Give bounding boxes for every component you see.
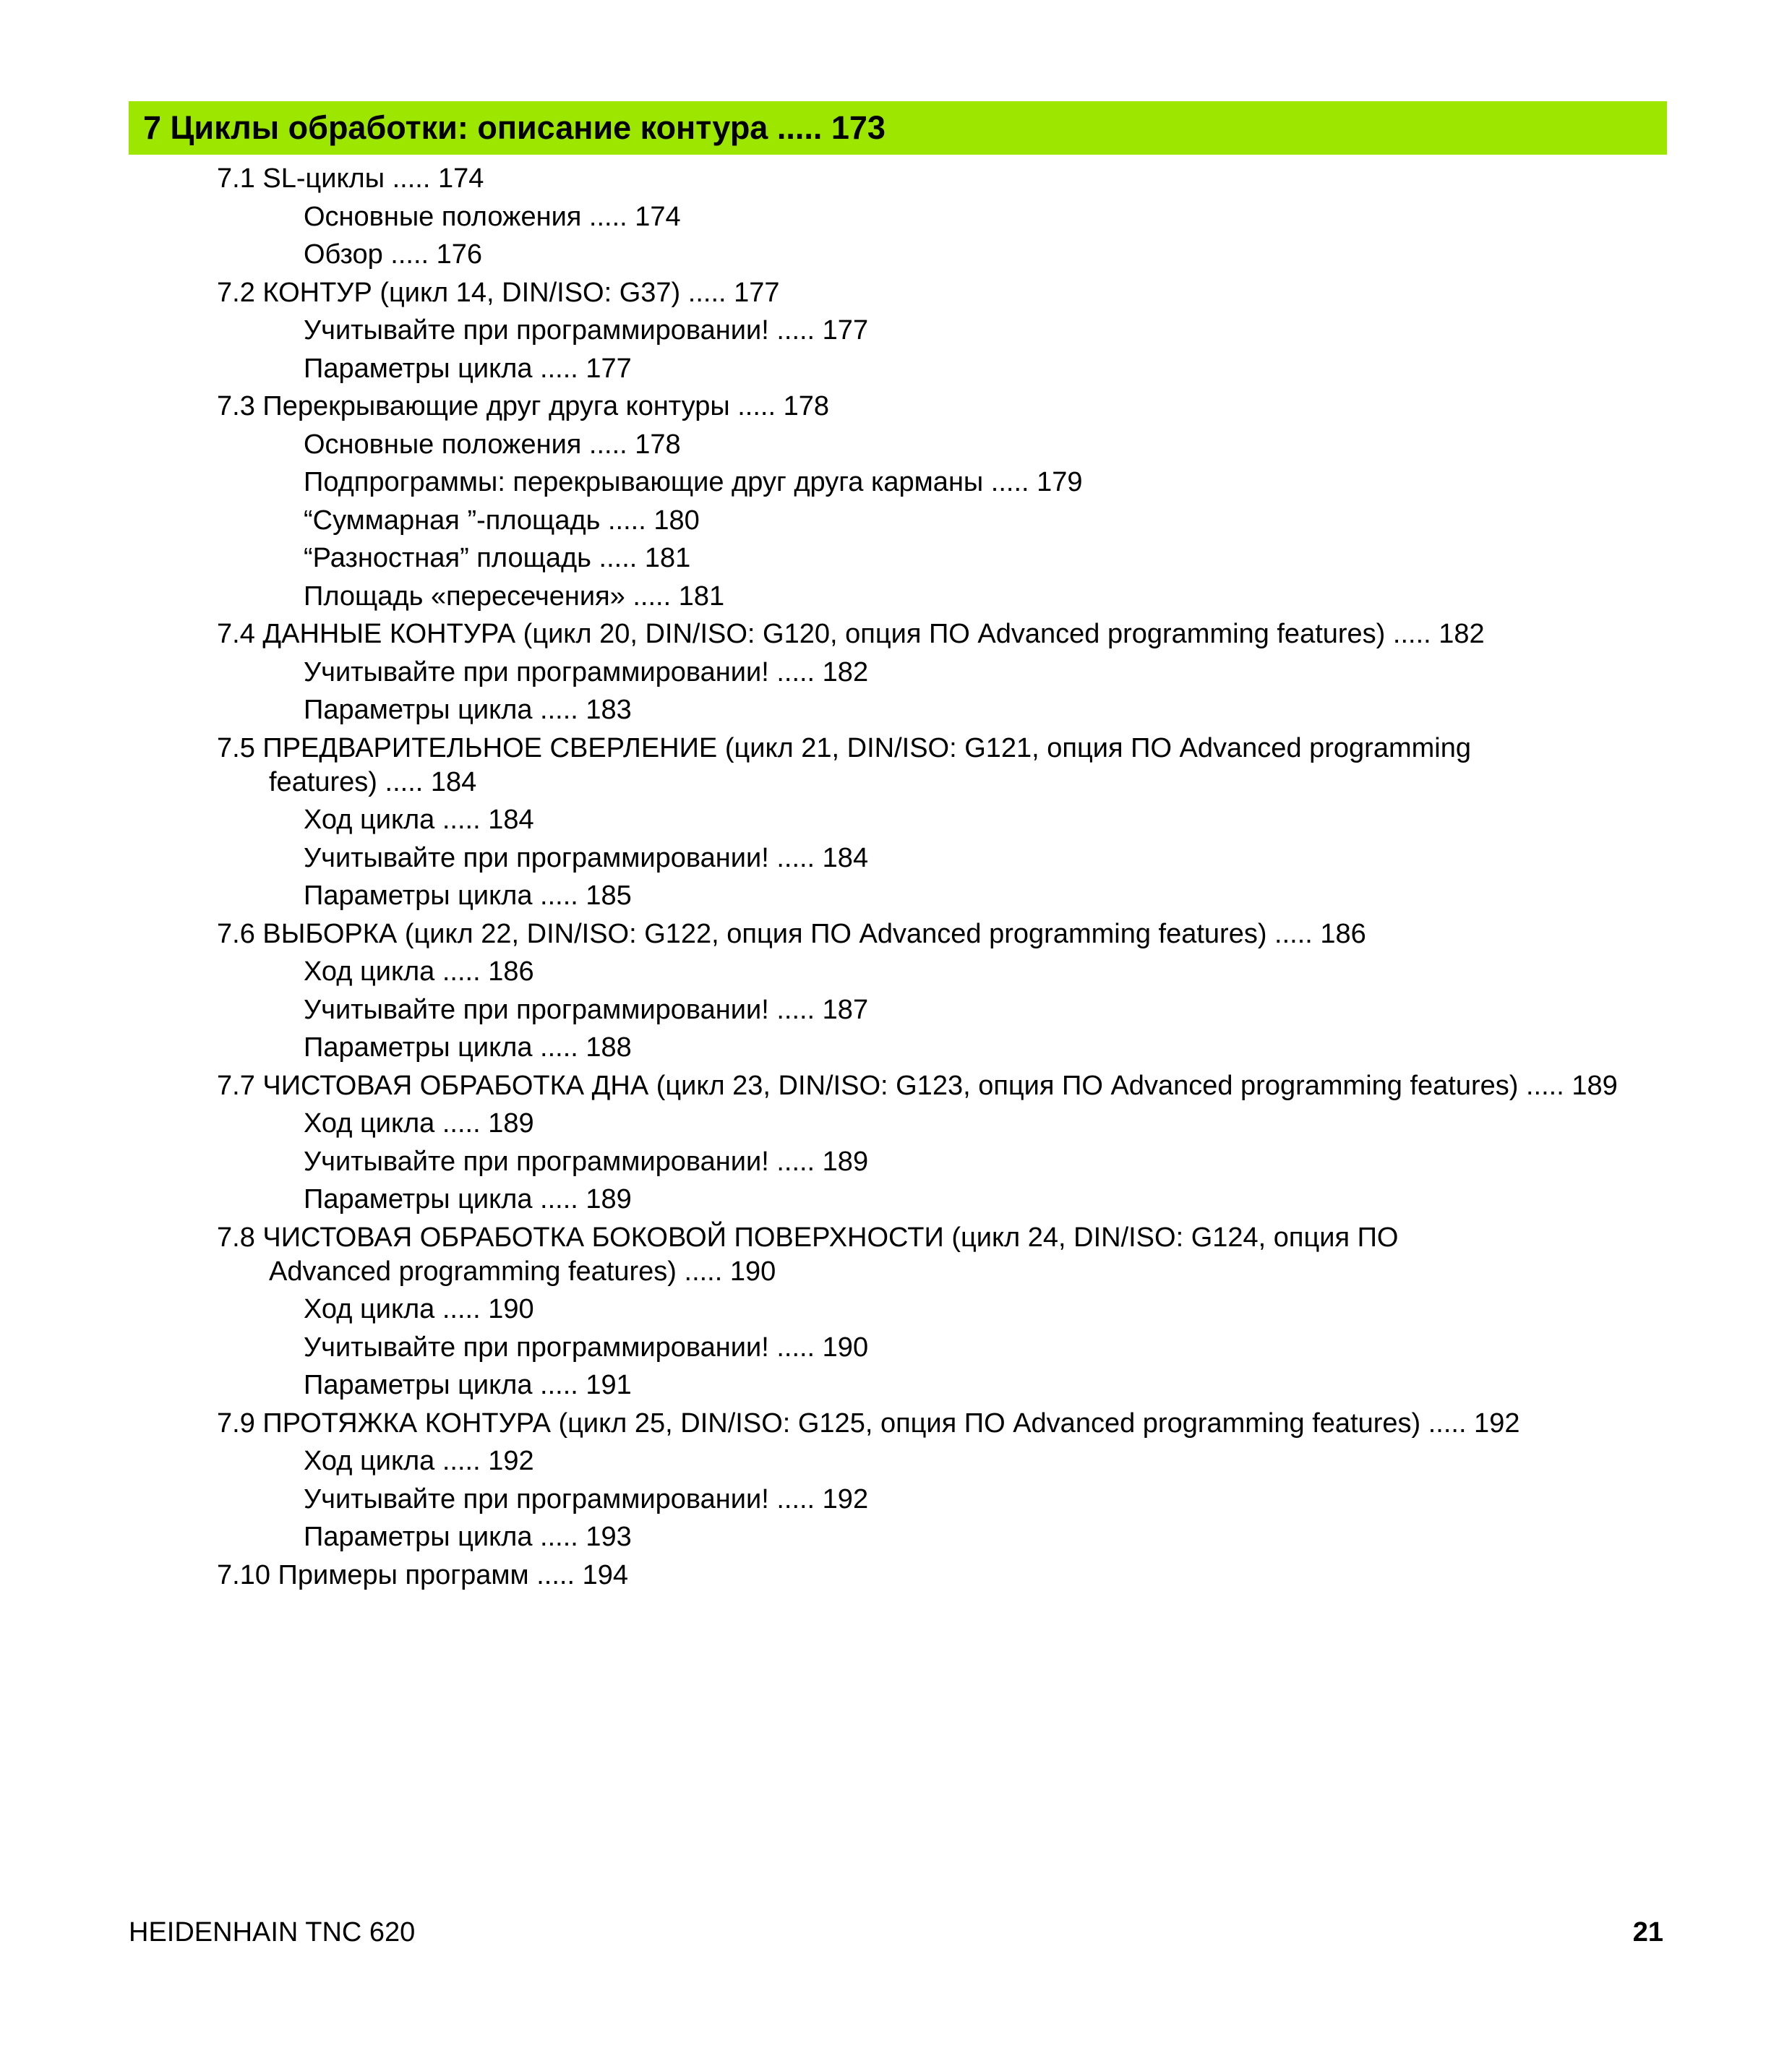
toc-section-entry[interactable]: 7.8 ЧИСТОВАЯ ОБРАБОТКА БОКОВОЙ ПОВЕРХНОСТИ (цикл 24, DIN/ISO: G124, опция ПО Advanced programming features) ..... 190 — [217, 1222, 1399, 1287]
toc-subsection-entry[interactable]: Учитывайте при программировании! ..... 177 — [304, 315, 869, 346]
toc-subsection-entry[interactable]: Ход цикла ..... 189 — [304, 1108, 534, 1139]
toc-subsection-entry[interactable]: Площадь «пересечения» ..... 181 — [304, 580, 725, 612]
footer-page-number: 21 — [1632, 1917, 1663, 1948]
toc-subsection-entry[interactable]: Обзор ..... 176 — [304, 239, 483, 270]
toc-section-entry[interactable]: 7.5 ПРЕДВАРИТЕЛЬНОЕ СВЕРЛЕНИЕ (цикл 21, DIN/ISO: G121, опция ПО Advanced programming features) ..... 184 — [217, 732, 1471, 797]
toc-subsection-entry[interactable]: Ход цикла ..... 184 — [304, 805, 534, 835]
chapter-title[interactable]: 7 Циклы обработки: описание контура ..... 173 — [143, 109, 886, 146]
toc-subsection-entry[interactable]: Основные положения ..... 174 — [304, 201, 681, 232]
toc-subsection-entry[interactable]: Подпрограммы: перекрывающие друг друга карманы ..... 179 — [304, 467, 1083, 497]
toc-subsection-entry[interactable]: Учитывайте при программировании! ..... 189 — [304, 1146, 869, 1177]
toc-subsection-entry[interactable]: “Суммарная ”-площадь ..... 180 — [304, 505, 700, 536]
footer-product-name: HEIDENHAIN TNC 620 — [129, 1917, 416, 1948]
toc-subsection-entry[interactable]: Учитывайте при программировании! ..... 192 — [304, 1483, 869, 1514]
toc-section-entry[interactable]: 7.6 ВЫБОРКА (цикл 22, DIN/ISO: G122, опция ПО Advanced programming features) ..... 186 — [217, 918, 1366, 949]
toc-section-entry[interactable]: 7.2 КОНТУР (цикл 14, DIN/ISO: G37) ..... 177 — [217, 277, 780, 308]
toc-subsection-entry[interactable]: Параметры цикла ..... 189 — [304, 1184, 632, 1214]
toc-subsection-entry[interactable]: Параметры цикла ..... 193 — [304, 1522, 632, 1552]
toc-subsection-entry[interactable]: Основные положения ..... 178 — [304, 429, 681, 460]
toc-subsection-entry[interactable]: Учитывайте при программировании! ..... 182 — [304, 656, 869, 687]
toc-section-entry[interactable]: 7.1 SL-циклы ..... 174 — [217, 163, 484, 194]
toc-subsection-entry[interactable]: Параметры цикла ..... 188 — [304, 1032, 632, 1063]
toc-section-entry[interactable]: 7.3 Перекрывающие друг друга контуры ..... 178 — [217, 391, 829, 421]
toc-subsection-entry[interactable]: Учитывайте при программировании! ..... 187 — [304, 994, 869, 1025]
toc-subsection-entry[interactable]: Параметры цикла ..... 185 — [304, 881, 632, 911]
table-of-contents — [0, 162, 1792, 1596]
toc-subsection-entry[interactable]: Учитывайте при программировании! ..... 184 — [304, 842, 869, 873]
toc-subsection-entry[interactable]: Параметры цикла ..... 183 — [304, 695, 632, 725]
toc-section-entry[interactable]: 7.10 Примеры программ ..... 194 — [217, 1559, 628, 1590]
toc-subsection-entry[interactable]: “Разностная” площадь ..... 181 — [304, 543, 691, 573]
chapter-header — [129, 101, 1667, 155]
toc-subsection-entry[interactable]: Ход цикла ..... 192 — [304, 1446, 534, 1476]
toc-subsection-entry[interactable]: Учитывайте при программировании! ..... 190 — [304, 1332, 869, 1363]
toc-subsection-entry[interactable]: Параметры цикла ..... 191 — [304, 1370, 632, 1400]
toc-subsection-entry[interactable]: Ход цикла ..... 190 — [304, 1294, 534, 1324]
toc-section-entry[interactable]: 7.4 ДАННЫЕ КОНТУРА (цикл 20, DIN/ISO: G120, опция ПО Advanced programming features) ..... 182 — [217, 619, 1485, 649]
toc-section-entry[interactable]: 7.9 ПРОТЯЖКА КОНТУРА (цикл 25, DIN/ISO: G125, опция ПО Advanced programming features) ..... 192 — [217, 1408, 1520, 1439]
toc-subsection-entry[interactable]: Параметры цикла ..... 177 — [304, 353, 632, 384]
toc-subsection-entry[interactable]: Ход цикла ..... 186 — [304, 956, 534, 987]
toc-section-entry[interactable]: 7.7 ЧИСТОВАЯ ОБРАБОТКА ДНА (цикл 23, DIN/ISO: G123, опция ПО Advanced programming features) ..... 189 — [217, 1070, 1618, 1101]
